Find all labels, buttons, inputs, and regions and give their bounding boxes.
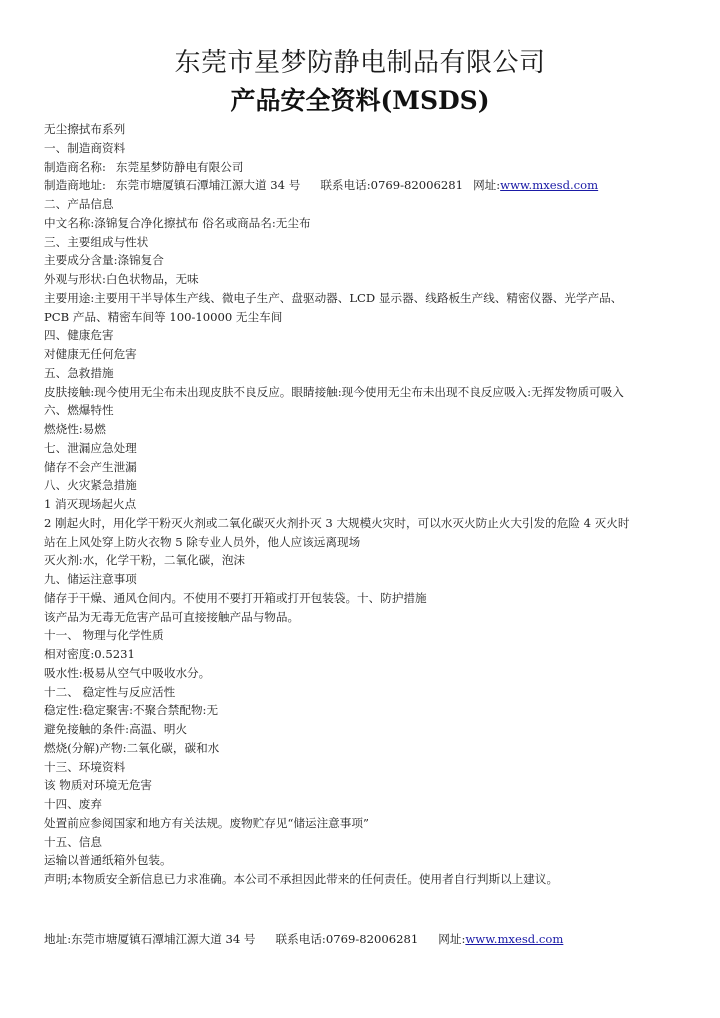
manufacturer-name-label: 制造商名称: <box>44 159 106 174</box>
product-name: 中文名称:涤锦复合净化擦拭布 俗名或商品名:无尘布 <box>44 215 311 230</box>
footer-website-link[interactable]: www.mxesd.com <box>465 932 564 946</box>
combustion-products: 燃烧(分解)产物:二氧化碳，碳和水 <box>44 740 220 755</box>
website-label: 网址: <box>473 178 501 193</box>
section-heading-2: 二、产品信息 <box>44 197 114 211</box>
fire-step-1: 1 消灭现场起火点 <box>44 497 137 511</box>
section-heading-15: 十五、信息 <box>44 834 102 849</box>
phone-number: 0769-82006281 <box>370 178 464 193</box>
msds-body <box>44 120 684 889</box>
extinguishers: 灭火剂:水，化学干粉，二氧化碳，泡沫 <box>44 553 246 568</box>
flammability: 燃烧性:易燃 <box>44 422 106 436</box>
footer-phone-label: 联系电话: <box>275 932 326 946</box>
transport: 运输以普通纸箱外包装。 <box>44 853 172 868</box>
usage-line-1: 主要用途:主要用干半导体生产线、微电子生产、盘驱动器、LCD 显示器、线路板生产线、精密仪器、光学产品、 <box>44 290 623 305</box>
company-title: 东莞市星梦防静电制品有限公司 <box>174 48 546 78</box>
density: 相对密度:0.5231 <box>44 647 135 661</box>
protection: 该产品为无毒无危害产品可直接接触产品与物品。 <box>44 609 300 624</box>
website-link[interactable]: www.mxesd.com <box>500 178 599 193</box>
section-heading-14: 十四、废弃 <box>44 797 102 811</box>
section-heading-11: 十一、 物理与化学性质 <box>44 628 164 643</box>
manufacturer-name: 东莞星梦防静电有限公司 <box>115 159 244 174</box>
usage-line-2: PCB 产品、精密车间等 100-10000 无尘车间 <box>44 309 283 324</box>
section-heading-12: 十二、 稳定性与反应活性 <box>44 684 176 699</box>
fire-steps-line-2: 站在上风处穿上防火衣物 5 除专业人员外，他人应该远离现场 <box>44 534 361 549</box>
storage: 储存于干燥、通风仓间内。不使用不要打开箱或打开包装袋。十、防护措施 <box>44 590 427 605</box>
leak-handling: 储存不会产生泄漏 <box>44 459 137 474</box>
page-footer <box>44 930 563 948</box>
footer-website-label: 网址: <box>438 932 466 946</box>
section-heading-1: 一、制造商资料 <box>44 140 126 155</box>
section-heading-3: 三、主要组成与性状 <box>44 234 149 249</box>
section-heading-6: 六、燃爆特性 <box>44 403 114 418</box>
series-label: 无尘擦拭布系列 <box>44 122 126 136</box>
absorbency: 吸水性:极易从空气中吸收水分。 <box>44 665 211 680</box>
composition: 主要成分含量:涤锦复合 <box>44 253 164 268</box>
section-heading-5: 五、急救措施 <box>44 365 114 380</box>
manufacturer-address-label: 制造商地址: <box>44 178 106 193</box>
section-heading-13: 十三、环境资料 <box>44 759 126 774</box>
section-heading-4: 四、健康危害 <box>44 328 114 343</box>
first-aid: 皮肤接触:现今使用无尘布未出现皮肤不良反应。眼睛接触:现今使用无尘布未出现不良反应吸入:无挥发物质可吸入 <box>44 384 624 399</box>
stability: 稳定性:稳定聚害:不聚合禁配物:无 <box>44 703 219 718</box>
health-hazard: 对健康无任何危害 <box>44 347 137 361</box>
disposal: 处置前应参阅国家和地方有关法规。废物贮存见“储运注意事项” <box>44 815 369 830</box>
footer-address-label: 地址: <box>44 932 72 946</box>
environment: 该 物质对环境无危害 <box>44 778 153 793</box>
appearance: 外观与形状:白色状物品，无味 <box>44 272 199 286</box>
footer-phone: 0769-82006281 <box>325 932 419 946</box>
section-heading-7: 七、泄漏应急处理 <box>44 440 137 455</box>
disclaimer: 声明;本物质安全新信息已力求准确。本公司不承担因此带来的任何责任。使用者自行判斯以上建议。 <box>44 872 559 886</box>
manufacturer-name-row <box>44 158 684 177</box>
phone-label: 联系电话: <box>320 178 371 193</box>
footer-address: 东莞市塘厦镇石潭埔江源大道 34 号 <box>71 932 256 946</box>
document-title: 产品安全资料(MSDS) <box>230 86 490 115</box>
conditions-to-avoid: 避免接触的条件:高温、明火 <box>44 722 188 736</box>
section-heading-8: 八、火灾紧急措施 <box>44 478 137 493</box>
section-heading-9: 九、储运注意事项 <box>44 572 137 586</box>
manufacturer-address-row <box>44 176 684 195</box>
fire-steps-line-1: 2 刚起火时，用化学干粉灭火剂或二氧化碳灭火剂扑灭 3 大规模火灾时，可以水灭火防止火大引发的危险 4 灭火时 <box>44 515 630 530</box>
manufacturer-address: 东莞市塘厦镇石潭埔江源大道 34 号 <box>115 178 301 193</box>
